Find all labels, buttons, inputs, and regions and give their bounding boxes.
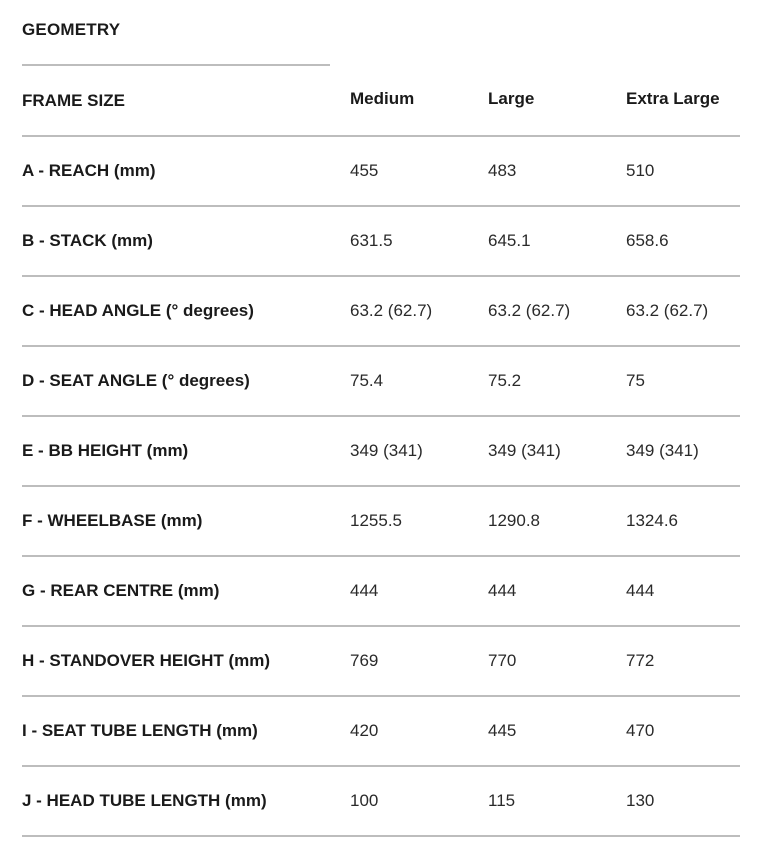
table-row <box>22 276 740 346</box>
table-row <box>22 486 740 556</box>
cell-value: 444 <box>350 581 379 600</box>
row-label: A - REACH (mm) <box>22 161 156 180</box>
size-header-large: Large <box>488 88 535 108</box>
table-row <box>22 416 740 486</box>
row-label: B - STACK (mm) <box>22 231 153 250</box>
cell-value: 130 <box>626 791 655 810</box>
cell-value: 483 <box>488 161 517 180</box>
cell-value: 75.4 <box>350 371 384 390</box>
table-row <box>22 696 740 766</box>
section-title: GEOMETRY <box>22 20 121 39</box>
cell-value: 63.2 (62.7) <box>626 301 709 320</box>
cell-value: 772 <box>626 651 655 670</box>
cell-value: 1324.6 <box>626 511 678 530</box>
cell-value: 349 (341) <box>626 441 699 460</box>
table-row <box>22 136 740 206</box>
cell-value: 645.1 <box>488 231 531 250</box>
cell-value: 420 <box>350 721 379 740</box>
table-row <box>22 206 740 276</box>
row-label: I - SEAT TUBE LENGTH (mm) <box>22 721 258 740</box>
cell-value: 63.2 (62.7) <box>350 301 433 320</box>
cell-value: 455 <box>350 161 379 180</box>
cell-value: 75.2 <box>488 371 522 390</box>
table-row <box>22 346 740 416</box>
row-label: G - REAR CENTRE (mm) <box>22 581 220 600</box>
table-row <box>22 626 740 696</box>
cell-value: 444 <box>626 581 655 600</box>
cell-value: 510 <box>626 161 655 180</box>
cell-value: 769 <box>350 651 379 670</box>
cell-value: 631.5 <box>350 231 393 250</box>
row-label: F - WHEELBASE (mm) <box>22 511 203 530</box>
frame-size-header: FRAME SIZE <box>22 90 125 110</box>
cell-value: 63.2 (62.7) <box>488 301 571 320</box>
table-row <box>22 556 740 626</box>
cell-value: 349 (341) <box>488 441 561 460</box>
cell-value: 100 <box>350 791 379 810</box>
row-label: E - BB HEIGHT (mm) <box>22 441 189 460</box>
cell-value: 115 <box>488 791 516 810</box>
size-header-extra-large: Extra Large <box>626 88 720 108</box>
table-row <box>22 766 740 836</box>
cell-value: 75 <box>626 371 645 390</box>
row-label: D - SEAT ANGLE (° degrees) <box>22 371 250 390</box>
geometry-table <box>22 66 740 837</box>
cell-value: 1255.5 <box>350 511 402 530</box>
row-label: J - HEAD TUBE LENGTH (mm) <box>22 791 267 810</box>
cell-value: 444 <box>488 581 517 600</box>
cell-value: 658.6 <box>626 231 669 250</box>
table-header-row <box>22 66 740 136</box>
cell-value: 1290.8 <box>488 511 540 530</box>
size-header-medium: Medium <box>350 88 415 108</box>
cell-value: 445 <box>488 721 517 740</box>
cell-value: 349 (341) <box>350 441 423 460</box>
row-label: H - STANDOVER HEIGHT (mm) <box>22 651 271 670</box>
cell-value: 770 <box>488 651 517 670</box>
row-label: C - HEAD ANGLE (° degrees) <box>22 301 254 320</box>
cell-value: 470 <box>626 721 655 740</box>
